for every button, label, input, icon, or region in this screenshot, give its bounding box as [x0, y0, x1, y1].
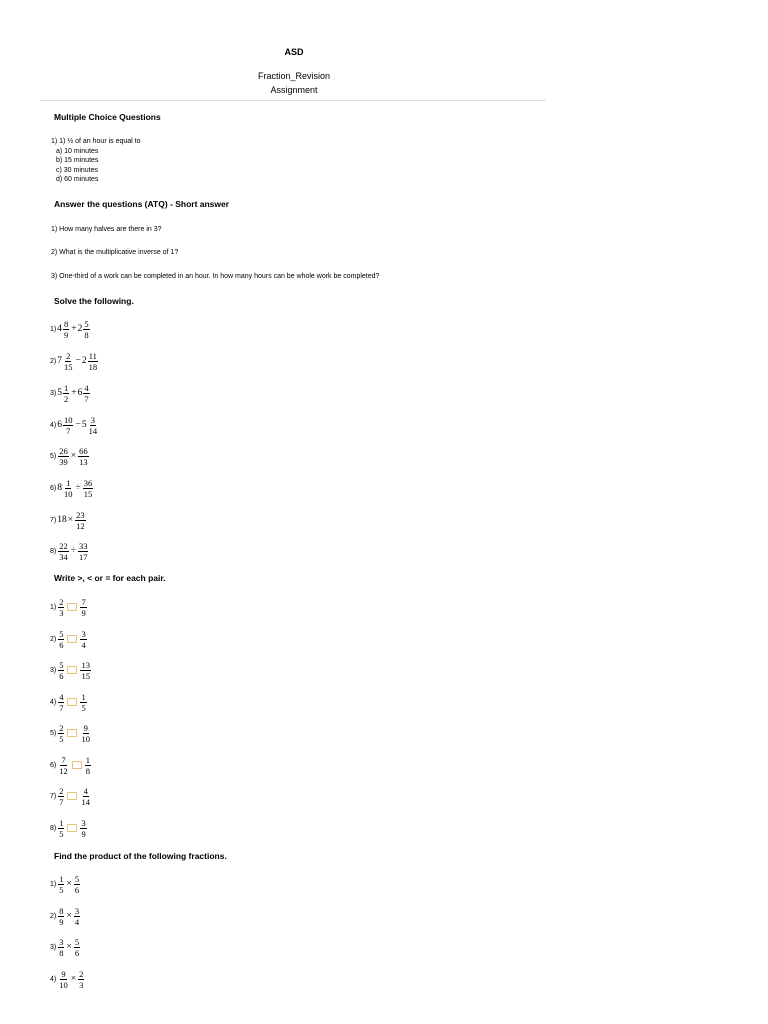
denominator: 5 [81, 702, 86, 713]
solve-heading: Solve the following. [54, 296, 134, 306]
problem-number: 6) [50, 484, 57, 492]
atq-question-2: 2) What is the multiplicative inverse of 1? [51, 249, 179, 256]
fraction [75, 510, 86, 531]
numerator: 1 [66, 477, 71, 488]
fraction [80, 723, 91, 744]
denominator: 8 [84, 329, 89, 340]
denominator: 7 [59, 702, 64, 713]
fraction [58, 874, 64, 895]
problem-number: 5) [50, 452, 57, 460]
denominator: 8 [59, 947, 64, 958]
operator: × [66, 942, 72, 952]
fraction [58, 906, 64, 927]
fraction [58, 629, 64, 650]
problem-number: 2) [50, 357, 57, 365]
fraction [63, 383, 69, 404]
whole-number: 5 [81, 420, 87, 430]
numerator: 1 [59, 817, 64, 828]
numerator: 1 [81, 691, 86, 702]
compare-problem [50, 752, 92, 778]
solve-problem [50, 412, 99, 438]
numerator: 5 [74, 873, 80, 884]
document-type: Assignment [270, 85, 318, 95]
document-subtitle: Fraction_Revision [257, 71, 331, 81]
compare-problem [50, 594, 88, 620]
fraction [83, 319, 89, 340]
denominator: 12 [76, 520, 85, 531]
problem-number: 6) [50, 761, 57, 769]
solve-problem [50, 475, 94, 501]
denominator: 14 [88, 425, 98, 436]
whole-number: 2 [77, 324, 83, 334]
numerator: 8 [59, 905, 64, 916]
problem-number: 4) [50, 975, 57, 983]
numerator: 2 [59, 722, 64, 733]
product-heading: Find the product of the following fractions. [54, 851, 227, 861]
atq-heading: Answer the questions (ATQ) - Short answer [54, 199, 230, 209]
problem-number: 4) [50, 421, 57, 429]
answer-box[interactable] [67, 635, 77, 643]
mcq-option-d: d) 60 minutes [56, 176, 99, 183]
problem-number: 1) [50, 325, 57, 333]
denominator: 7 [66, 425, 71, 436]
problem-number: 2) [50, 912, 57, 920]
fraction [80, 692, 86, 713]
numerator: 9 [61, 968, 66, 979]
numerator: 3 [59, 936, 64, 947]
denominator: 10 [81, 733, 90, 744]
denominator: 9 [81, 607, 86, 618]
operator: × [66, 911, 72, 921]
mcq-option-c: c) 30 minutes [56, 166, 99, 174]
solve-problem [50, 348, 99, 374]
denominator: 7 [84, 393, 89, 404]
denominator: 14 [81, 796, 90, 807]
solve-problem [50, 316, 91, 342]
fraction [63, 478, 74, 499]
fraction [58, 597, 64, 618]
numerator: 26 [59, 445, 68, 456]
answer-box[interactable] [72, 761, 82, 769]
numerator: 10 [63, 414, 73, 425]
answer-box[interactable] [67, 792, 77, 800]
fraction [58, 786, 64, 807]
numerator: 9 [83, 722, 88, 733]
denominator: 9 [59, 916, 64, 927]
denominator: 6 [74, 947, 80, 958]
answer-box[interactable] [67, 824, 77, 832]
denominator: 12 [59, 765, 68, 776]
fraction [80, 597, 86, 618]
operator: × [67, 515, 74, 525]
operator: × [66, 879, 72, 889]
denominator: 9 [81, 828, 86, 839]
numerator: 2 [79, 968, 84, 979]
fraction [80, 660, 91, 681]
numerator: 5 [74, 936, 80, 947]
compare-problem [50, 689, 88, 715]
operator: ÷ [75, 483, 81, 493]
problem-number: 3) [50, 666, 57, 674]
fraction [58, 660, 64, 681]
fraction [83, 478, 94, 499]
mcq-option-a: a) 10 minutes [56, 147, 99, 155]
fraction [58, 541, 69, 562]
mcq-question: 1) 1) ½ of an hour is equal to [51, 138, 141, 145]
answer-box[interactable] [67, 698, 77, 706]
denominator: 7 [59, 796, 64, 807]
answer-box[interactable] [67, 603, 77, 611]
fraction [88, 351, 99, 372]
denominator: 5 [59, 828, 64, 839]
fraction [58, 969, 69, 990]
denominator: 34 [59, 551, 68, 562]
denominator: 8 [85, 765, 90, 776]
fraction [80, 629, 86, 650]
fraction [58, 937, 64, 958]
denominator: 15 [83, 488, 93, 499]
answer-box[interactable] [67, 729, 77, 737]
solve-problem [50, 380, 91, 406]
document-title: ASD [284, 47, 304, 57]
fraction [88, 415, 99, 436]
fraction [58, 755, 69, 776]
problem-number: 3) [50, 943, 57, 951]
operator: − [75, 356, 81, 366]
numerator: 1 [85, 754, 90, 765]
denominator: 6 [59, 670, 64, 681]
numerator: 11 [88, 350, 97, 361]
numerator: 8 [63, 318, 69, 329]
numerator: 2 [66, 350, 71, 361]
compare-problem [50, 626, 88, 652]
denominator: 3 [59, 607, 64, 618]
numerator: 3 [74, 905, 80, 916]
atq-question-1: 1) How many halves are there in 3? [51, 226, 162, 233]
operator: × [70, 974, 77, 984]
denominator: 10 [59, 979, 68, 990]
numerator: 1 [63, 382, 69, 393]
numerator: 7 [81, 596, 86, 607]
problem-number: 4) [50, 698, 57, 706]
whole-number: 18 [57, 515, 67, 525]
numerator: 3 [81, 817, 86, 828]
numerator: 2 [59, 785, 64, 796]
whole-number: 6 [77, 388, 83, 398]
fraction [74, 874, 80, 895]
compare-problem [50, 720, 92, 746]
fraction [78, 541, 89, 562]
numerator: 4 [83, 785, 88, 796]
compare-heading: Write >, < or = for each pair. [54, 573, 166, 583]
whole-number: 4 [57, 324, 62, 334]
denominator: 17 [78, 551, 88, 562]
denominator: 18 [88, 361, 98, 372]
fraction [58, 446, 69, 467]
denominator: 9 [63, 329, 69, 340]
whole-number: 7 [57, 356, 62, 366]
denominator: 4 [74, 916, 80, 927]
numerator: 33 [78, 540, 88, 551]
numerator: 3 [90, 414, 95, 425]
numerator: 5 [84, 318, 89, 329]
problem-number: 7) [50, 516, 57, 524]
numerator: 2 [59, 596, 64, 607]
denominator: 15 [81, 670, 90, 681]
atq-question-3: 3) One-third of a work can be completed in an hour. In how many hours can be whole work be completed? [51, 273, 380, 280]
operator: + [71, 324, 77, 334]
numerator: 13 [81, 659, 90, 670]
fraction [63, 319, 69, 340]
product-problem [50, 903, 81, 929]
fraction [85, 755, 91, 776]
fraction [58, 692, 64, 713]
compare-problem [50, 815, 88, 841]
solve-problem [50, 507, 87, 533]
product-problem [50, 871, 81, 897]
fraction [80, 786, 91, 807]
numerator: 66 [79, 445, 88, 456]
operator: × [70, 451, 77, 461]
problem-number: 5) [50, 729, 57, 737]
operator: ÷ [70, 546, 76, 556]
numerator: 5 [59, 659, 64, 670]
denominator: 5 [59, 733, 64, 744]
whole-number: 5 [57, 388, 62, 398]
denominator: 2 [63, 393, 69, 404]
fraction [63, 351, 74, 372]
numerator: 36 [83, 477, 93, 488]
problem-number: 1) [50, 603, 57, 611]
whole-number: 6 [57, 420, 62, 430]
product-problem [50, 934, 81, 960]
fraction [80, 818, 86, 839]
solve-problem [50, 443, 90, 469]
problem-number: 3) [50, 389, 57, 397]
numerator: 23 [76, 509, 85, 520]
solve-problem [50, 538, 89, 564]
mcq-heading: Multiple Choice Questions [54, 112, 161, 122]
mcq-option-b: b) 15 minutes [56, 157, 99, 164]
header-divider [40, 100, 546, 101]
answer-box[interactable] [67, 666, 77, 674]
denominator: 4 [81, 639, 86, 650]
denominator: 6 [59, 639, 64, 650]
denominator: 5 [59, 884, 64, 895]
denominator: 3 [79, 979, 84, 990]
numerator: 3 [81, 628, 86, 639]
whole-number: 2 [81, 356, 87, 366]
problem-number: 8) [50, 824, 57, 832]
numerator: 4 [84, 382, 89, 393]
numerator: 7 [61, 754, 66, 765]
fraction [83, 383, 89, 404]
compare-problem [50, 783, 92, 809]
fraction [58, 818, 64, 839]
denominator: 10 [63, 488, 73, 499]
fraction [78, 446, 89, 467]
denominator: 39 [59, 456, 68, 467]
problem-number: 7) [50, 792, 57, 800]
denominator: 6 [74, 884, 80, 895]
problem-number: 2) [50, 635, 57, 643]
problem-number: 1) [50, 880, 57, 888]
numerator: 4 [59, 691, 64, 702]
fraction [74, 937, 80, 958]
problem-number: 8) [50, 547, 57, 555]
fraction [78, 969, 84, 990]
product-problem [50, 966, 85, 992]
numerator: 5 [59, 628, 64, 639]
numerator: 22 [59, 540, 68, 551]
whole-number: 8 [57, 483, 62, 493]
compare-problem [50, 657, 92, 683]
denominator: 13 [79, 456, 88, 467]
denominator: 15 [63, 361, 73, 372]
operator: + [71, 388, 77, 398]
fraction [58, 723, 64, 744]
numerator: 1 [59, 873, 64, 884]
fraction [74, 906, 80, 927]
operator: − [75, 420, 81, 430]
fraction [63, 415, 74, 436]
